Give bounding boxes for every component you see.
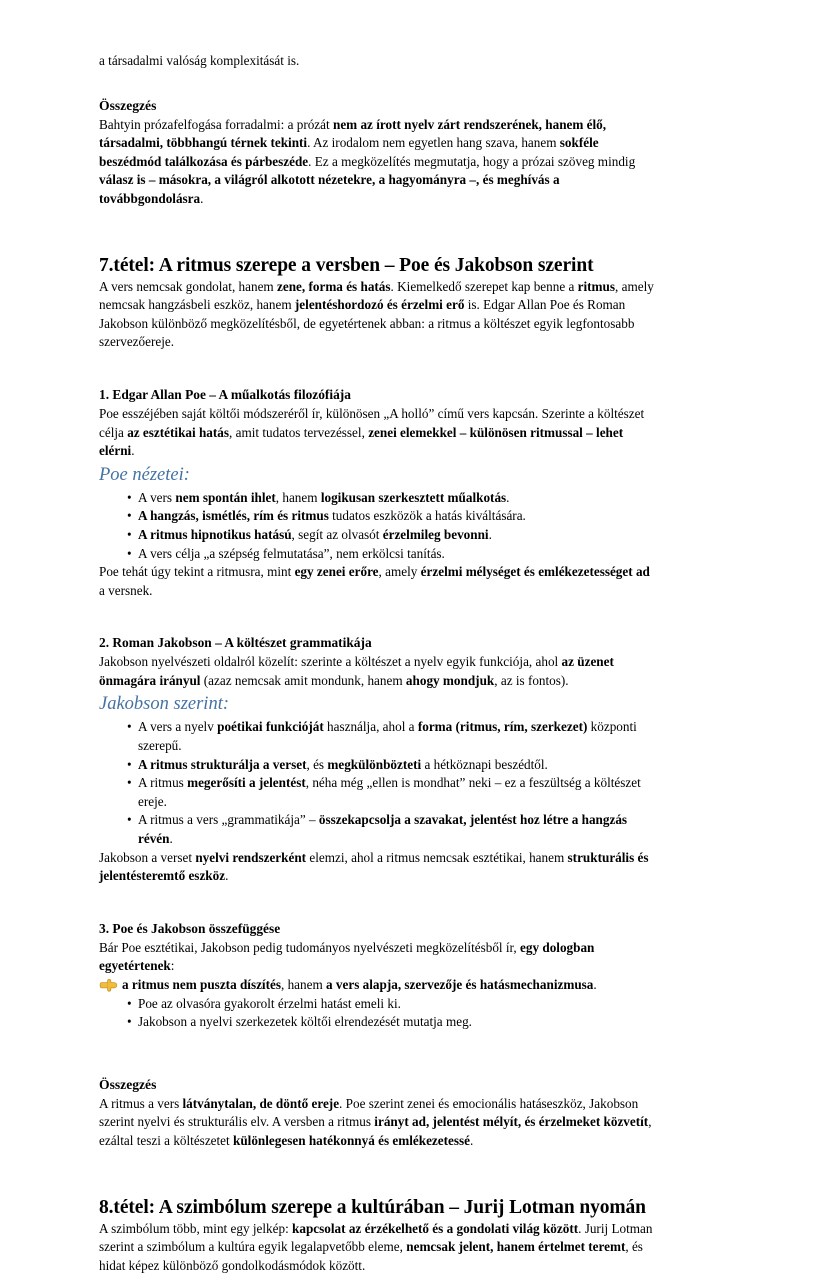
summary-paragraph-ritmus: A ritmus a vers látványtalan, de döntő ereje. Poe szerint zenei és emocionális hatáseszköz, Jakobson szerint nyelvi és strukturális elv. A versben a ritmus irányt ad, jelentést mélyít, és érzelmeket közvetít, ezáltal teszi a költészetet különlegesen hatékonnyá és emlékezetessé. bbox=[99, 1095, 652, 1148]
spacer bbox=[99, 71, 655, 97]
poe-closing-paragraph: Poe tehát úgy tekint a ritmusra, mint egy zenei erőre, amely érzelmi mélységet és emlékezetességet ad a versnek. bbox=[99, 564, 650, 598]
osszefugges-bullet-list bbox=[99, 995, 655, 1032]
section-heading-jakobson: 2. Roman Jakobson – A költészet grammatikája bbox=[99, 635, 372, 651]
list-item: • Poe az olvasóra gyakorolt érzelmi hatást emeli ki. bbox=[127, 995, 655, 1014]
spacer bbox=[99, 352, 655, 386]
tetel-7-intro-paragraph: A vers nemcsak gondolat, hanem zene, forma és hatás. Kiemelkedő szerepet kap benne a ritmus, amely nemcsak hangzásbeli eszköz, hanem jelentéshordozó és érzelmi erő is. Edgar Allan Poe és Roman Jakobson különböző megközelítésből, de egyetértenek abban: a ritmus a költészet egyik legfontosabb szervezőereje. bbox=[99, 278, 654, 350]
spacer bbox=[99, 600, 655, 634]
jakobson-paragraph: Jakobson nyelvészeti oldalról közelít: szerinte a költészet a nyelv egyik funkciója, ahol az üzenet önmagára irányul (azaz nemcsak amit mondunk, hanem ahogy mondjuk, az is fontos). bbox=[99, 654, 614, 688]
spacer bbox=[99, 886, 655, 920]
blue-heading-jakobson-szerint: Jakobson szerint: bbox=[99, 694, 229, 715]
poe-bullet-list bbox=[99, 489, 655, 563]
list-item: • A ritmus hipnotikus hatású, segít az olvasót érzelmileg bevonni. bbox=[127, 526, 655, 545]
list-item: • Jakobson a nyelvi szerkezetek költői elrendezését mutatja meg. bbox=[127, 1013, 655, 1032]
spacer bbox=[99, 209, 655, 253]
document-body bbox=[99, 52, 655, 1275]
section-heading-osszefugges: 3. Poe és Jakobson összefüggése bbox=[99, 920, 281, 936]
section-heading-poe: 1. Edgar Allan Poe – A műalkotás filozófiája bbox=[99, 386, 351, 402]
page-title-tetel-8: 8.tétel: A szimbólum szerepe a kultúrában – Jurij Lotman nyomán bbox=[99, 1196, 646, 1218]
list-item: • A hangzás, ismétlés, rím és ritmus tudatos eszközök a hatás kiváltására. bbox=[127, 507, 655, 526]
list-item: • A ritmus megerősíti a jelentést, néha még „ellen is mondhat” neki – ez a feszültség a költészet ereje. bbox=[127, 774, 655, 811]
list-item: • A vers nem spontán ihlet, hanem logikusan szerkesztett műalkotás. bbox=[127, 489, 655, 508]
page-title-tetel-7: 7.tétel: A ritmus szerepe a versben – Poe és Jakobson szerint bbox=[99, 254, 594, 276]
summary-heading-bahtyin: Összegzés bbox=[99, 97, 157, 113]
summary-heading-ritmus: Összegzés bbox=[99, 1076, 157, 1092]
poe-paragraph: Poe esszéjében saját költői módszeréről ír, különösen „A holló” című vers kapcsán. Szerinte a költészet célja az esztétikai hatás, amit tudatos tervezéssel, zenei elemekkel – különösen ritmussal – lehet elérni. bbox=[99, 405, 645, 459]
jakobson-bullet-list bbox=[99, 718, 655, 848]
list-item: • A vers a nyelv poétikai funkcióját használja, ahol a forma (ritmus, rím, szerkezet) központi szerepű. bbox=[127, 718, 655, 755]
tetel-8-intro-paragraph: A szimbólum több, mint egy jelkép: kapcsolat az érzékelhető és a gondolati világ között. Jurij Lotman szerint a szimbólum a kultúra egyik legalapvetőbb eleme, nemcsak jelent, hanem értelmet teremt, és hidat képez különböző gondolkodásmódok között. bbox=[99, 1220, 653, 1273]
osszefugges-paragraph: Bár Poe esztétikai, Jakobson pedig tudományos nyelvészeti megközelítésből ír, egy dologban egyetértenek: bbox=[99, 939, 595, 974]
pointer-callout bbox=[99, 976, 655, 995]
continuation-paragraph: a társadalmi valóság komplexitását is. bbox=[99, 53, 300, 68]
pointing-right-hand-icon bbox=[99, 977, 118, 994]
spacer bbox=[99, 1032, 655, 1076]
list-item: • A ritmus strukturálja a verset, és megkülönbözteti a hétköznapi beszédtől. bbox=[127, 756, 655, 775]
list-item: • A ritmus a vers „grammatikája” – összekapcsolja a szavakat, jelentést hoz létre a hangzás révén. bbox=[127, 811, 655, 848]
jakobson-closing-paragraph: Jakobson a verset nyelvi rendszerként elemzi, ahol a ritmus nemcsak esztétikai, hanem strukturális és jelentésteremtő eszköz. bbox=[99, 849, 649, 884]
spacer bbox=[99, 1151, 655, 1195]
pointer-callout-text: a ritmus nem puszta díszítés, hanem a vers alapja, szervezője és hatásmechanizmusa. bbox=[122, 977, 597, 992]
summary-paragraph-bahtyin: Bahtyin prózafelfogása forradalmi: a prózát nem az írott nyelv zárt rendszerének, hanem élő, társadalmi, többhangú térnek tekinti. Az irodalom nem egyetlen hang szava, hanem sokféle beszédmód találkozása és párbeszéde. Ez a megközelítés megmutatja, hogy a prózai szöveg mindig válasz is – másokra, a világról alkotott nézetekre, a hagyományra –, és meghívás a továbbgondolásra. bbox=[99, 116, 636, 206]
blue-heading-poe-nezetei: Poe nézetei: bbox=[99, 464, 190, 485]
list-item: • A vers célja „a szépség felmutatása”, nem erkölcsi tanítás. bbox=[127, 545, 655, 564]
